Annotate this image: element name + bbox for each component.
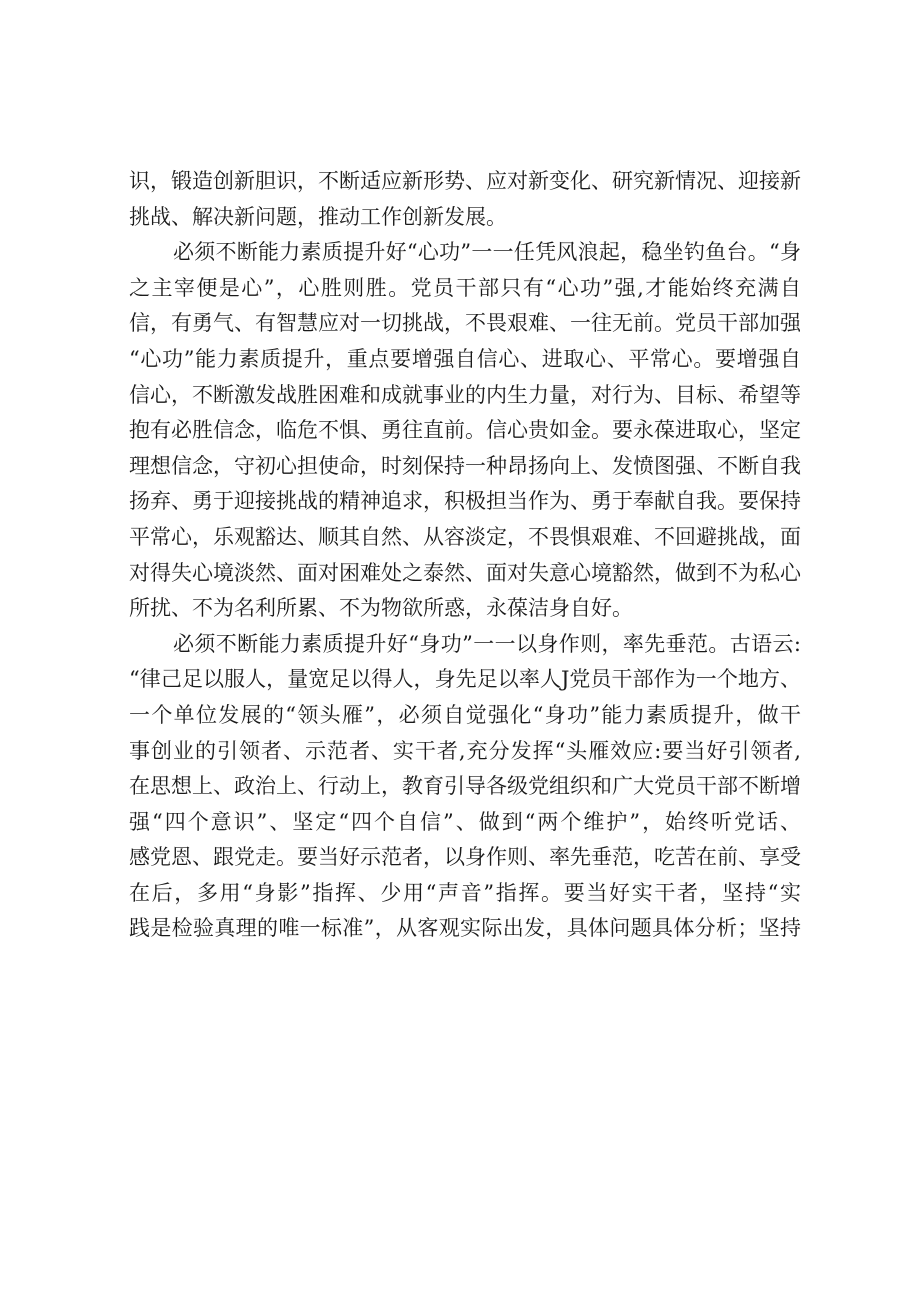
text-line: 践是检验真理的唯一标准”，从客观实际出发，具体问题具体分析；坚持 — [129, 916, 801, 941]
text-line: “心功”能力素质提升，重点要增强自信心、进取心、平常心。要增强自 — [129, 346, 801, 371]
body-text — [129, 164, 801, 947]
text-line: 理想信念，守初心担使命，时刻保持一种昂扬向上、发愤图强、不断自我 — [129, 453, 801, 478]
text-line: 识，锻造创新胆识，不断适应新形势、应对新变化、研究新情况、迎接新 — [129, 169, 801, 193]
text-line: 感党恩、跟党走。要当好示范者，以身作则、率先垂范，吃苦在前、享受 — [129, 845, 801, 870]
text-line: 之主宰便是心”，心胜则胜。党员干部只有“心功”强,才能始终充满自 — [129, 275, 801, 300]
text-line: “律己足以服人，量宽足以得人，身先足以率人J党员干部作为一个地方、 — [129, 667, 801, 692]
text-line: 对得失心境淡然、面对困难处之泰然、面对失意心境豁然，做到不为私心 — [129, 560, 801, 585]
text-line: 事创业的引领者、示范者、实干者,充分发挥“头雁效应:要当好引领者, — [129, 738, 801, 763]
text-line: 强“四个意识”、坚定“四个自信”、做到“两个维护”，始终听党话、 — [129, 809, 801, 834]
text-line: 一个单位发展的“领头雁”，必须自觉强化“身功”能力素质提升，做干 — [129, 702, 801, 727]
text-line: 平常心，乐观豁达、顺其自然、从容淡定，不畏惧艰难、不回避挑战，面 — [129, 524, 801, 549]
text-line: 信，有勇气、有智慧应对一切挑战，不畏艰难、一往无前。党员干部加强 — [129, 311, 801, 336]
text-line: 扬弃、勇于迎接挑战的精神追求，积极担当作为、勇于奉献自我。要保持 — [129, 489, 801, 514]
text-line: 信心，不断激发战胜困难和成就事业的内生力量，对行为、目标、希望等 — [129, 382, 801, 407]
text-line: 必须不断能力素质提升好“心功”一一任凭风浪起，稳坐钓鱼台。“身 — [173, 240, 801, 265]
text-line: 在后，多用“身影”指挥、少用“声音”指挥。要当好实干者，坚持“实 — [129, 880, 801, 905]
text-line: 所扰、不为名利所累、不为物欲所惑，永葆洁身自好。 — [129, 596, 633, 621]
text-line: 在思想上、政治上、行动上，教育引导各级党组织和广大党员干部不断增 — [129, 774, 801, 799]
text-line: 必须不断能力素质提升好“身功”一一以身作则，率先垂范。古语云: — [173, 631, 801, 656]
paragraph-2 — [129, 235, 801, 627]
paragraph-3 — [129, 627, 801, 947]
text-line: 挑战、解决新问题，推动工作创新发展。 — [129, 204, 507, 229]
paragraph-1 — [129, 164, 801, 235]
text-line: 抱有必胜信念，临危不惧、勇往直前。信心贵如金。要永葆进取心，坚定 — [129, 418, 801, 443]
